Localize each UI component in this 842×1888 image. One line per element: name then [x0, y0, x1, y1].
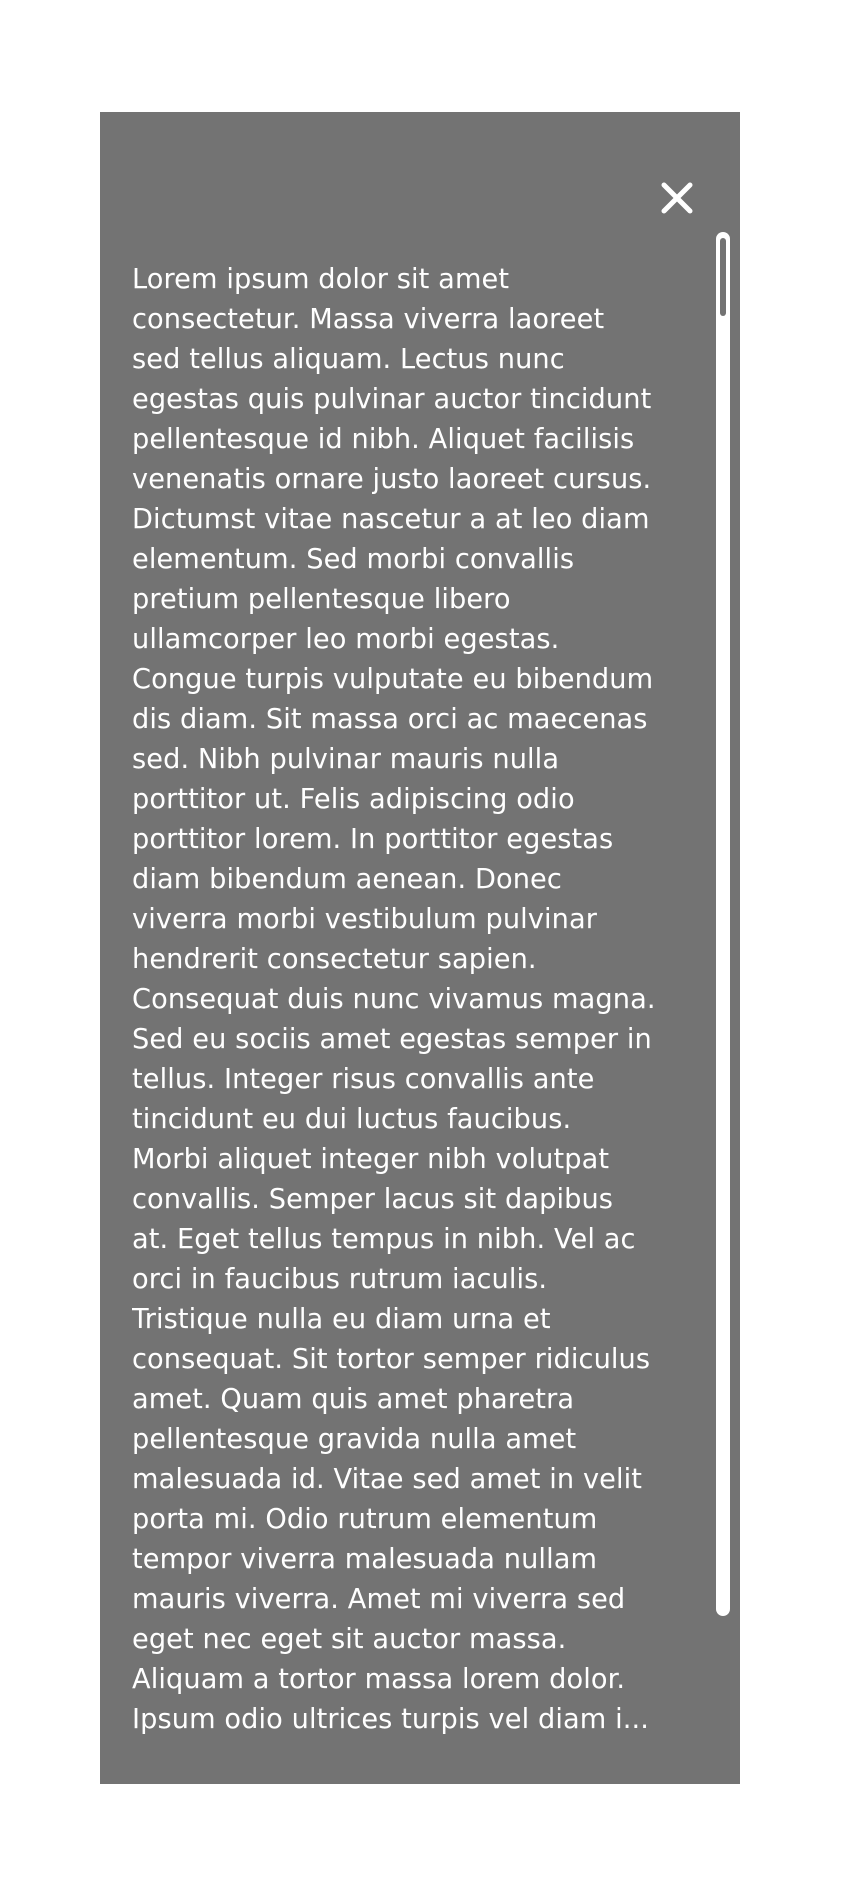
close-icon — [652, 173, 702, 223]
text-line: porta mi. Odio rutrum elementum — [132, 1504, 598, 1535]
text-line: Sed eu sociis amet egestas semper in — [132, 1024, 652, 1055]
vertical-scrollbar[interactable] — [716, 232, 730, 1616]
text-line: pretium pellentesque libero — [132, 584, 511, 615]
text-line: tempor viverra malesuada nullam — [132, 1544, 598, 1575]
text-line: consectetur. Massa viverra laoreet — [132, 304, 605, 335]
scrollable-text-body — [132, 260, 714, 1740]
scrollbar-thumb[interactable] — [720, 238, 726, 316]
text-line: hendrerit consectetur sapien. — [132, 944, 537, 975]
text-line: Dictumst vitae nascetur a at leo diam — [132, 504, 650, 535]
close-button[interactable] — [652, 173, 702, 223]
text-line: tincidunt eu dui luctus faucibus. — [132, 1104, 572, 1135]
text-line: ullamcorper leo morbi egestas. — [132, 624, 560, 655]
text-line: amet. Quam quis amet pharetra — [132, 1384, 575, 1415]
text-line: Consequat duis nunc vivamus magna. — [132, 984, 656, 1015]
text-line: eget nec eget sit auctor massa. — [132, 1624, 567, 1655]
text-line: orci in faucibus rutrum iaculis. — [132, 1264, 548, 1295]
text-line: Tristique nulla eu diam urna et — [132, 1304, 551, 1335]
text-line: venenatis ornare justo laoreet cursus. — [132, 464, 652, 495]
text-line: viverra morbi vestibulum pulvinar — [132, 904, 598, 935]
text-line: dis diam. Sit massa orci ac maecenas — [132, 704, 648, 735]
text-line: mauris viverra. Amet mi viverra sed — [132, 1584, 626, 1615]
text-line: porttitor ut. Felis adipiscing odio — [132, 784, 575, 815]
text-line: Congue turpis vulputate eu bibendum — [132, 664, 654, 695]
text-line: pellentesque gravida nulla amet — [132, 1424, 577, 1455]
text-line: consequat. Sit tortor semper ridiculus — [132, 1344, 651, 1375]
text-line: elementum. Sed morbi convallis — [132, 544, 575, 575]
text-line: diam bibendum aenean. Donec — [132, 864, 562, 895]
text-line: convallis. Semper lacus sit dapibus — [132, 1184, 614, 1215]
text-line: Lorem ipsum dolor sit amet — [132, 264, 510, 295]
text-modal-panel — [100, 112, 740, 1784]
text-line: malesuada id. Vitae sed amet in velit — [132, 1464, 643, 1495]
text-line: sed. Nibh pulvinar mauris nulla — [132, 744, 560, 775]
text-line: porttitor lorem. In porttitor egestas — [132, 824, 614, 855]
text-line: egestas quis pulvinar auctor tincidunt — [132, 384, 652, 415]
text-line: at. Eget tellus tempus in nibh. Vel ac — [132, 1224, 636, 1255]
text-line: tellus. Integer risus convallis ante — [132, 1064, 595, 1095]
text-line: Aliquam a tortor massa lorem dolor. — [132, 1664, 626, 1695]
text-line: Morbi aliquet integer nibh volutpat — [132, 1144, 610, 1175]
text-line: Ipsum odio ultrices turpis vel diam i... — [132, 1704, 649, 1735]
text-line: pellentesque id nibh. Aliquet facilisis — [132, 424, 635, 455]
text-line: sed tellus aliquam. Lectus nunc — [132, 344, 565, 375]
